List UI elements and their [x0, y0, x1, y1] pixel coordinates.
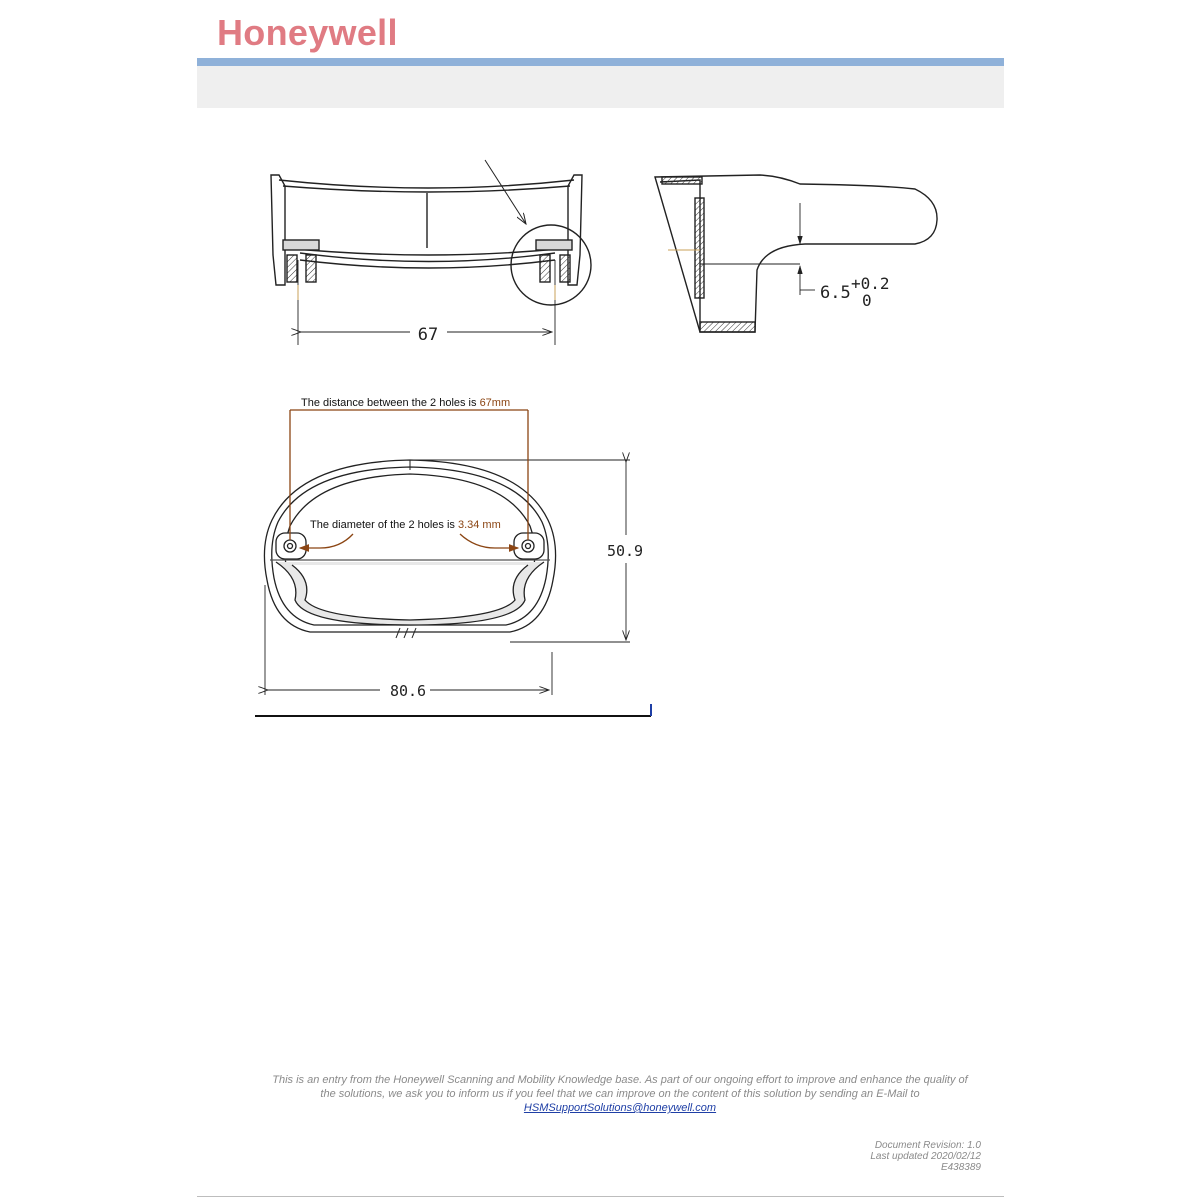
bottom-rule	[197, 1196, 1004, 1197]
last-updated: Last updated 2020/02/12	[870, 1151, 981, 1162]
bottom-view	[264, 460, 630, 695]
front-view-dimension: 67	[417, 325, 439, 345]
footer-note-line2: the solutions, we ask you to inform us if you feel that we can improve on the content of this solution by sending an E-Mail to	[320, 1088, 920, 1100]
side-view-tolerance-upper: +0.2	[851, 274, 890, 293]
document-revision: Document Revision: 1.0	[874, 1140, 981, 1151]
hole-diameter-label: The diameter of the 2 holes is 3.34 mm	[310, 519, 501, 531]
footer-note-line1: This is an entry from the Honeywell Scanning and Mobility Knowledge base. As part of our ongoing effort to improve and enhance the quality of	[272, 1074, 968, 1086]
honeywell-logo: Honeywell	[217, 12, 398, 53]
footer-note	[250, 1073, 990, 1115]
side-view-dimension: 6.5	[820, 283, 851, 303]
document-revision-block	[870, 1140, 981, 1173]
image-frame-corner	[255, 704, 651, 716]
side-view	[655, 175, 937, 332]
side-view-tolerance-lower: 0	[862, 291, 872, 310]
document-id: E438389	[940, 1162, 981, 1173]
height-dimension: 50.9	[606, 542, 644, 560]
width-dimension: 80.6	[389, 682, 427, 700]
hole-distance-label: The distance between the 2 holes is 67mm	[301, 397, 511, 409]
front-view	[271, 160, 591, 345]
support-email-link[interactable]: HSMSupportSolutions@honeywell.com	[523, 1102, 717, 1114]
